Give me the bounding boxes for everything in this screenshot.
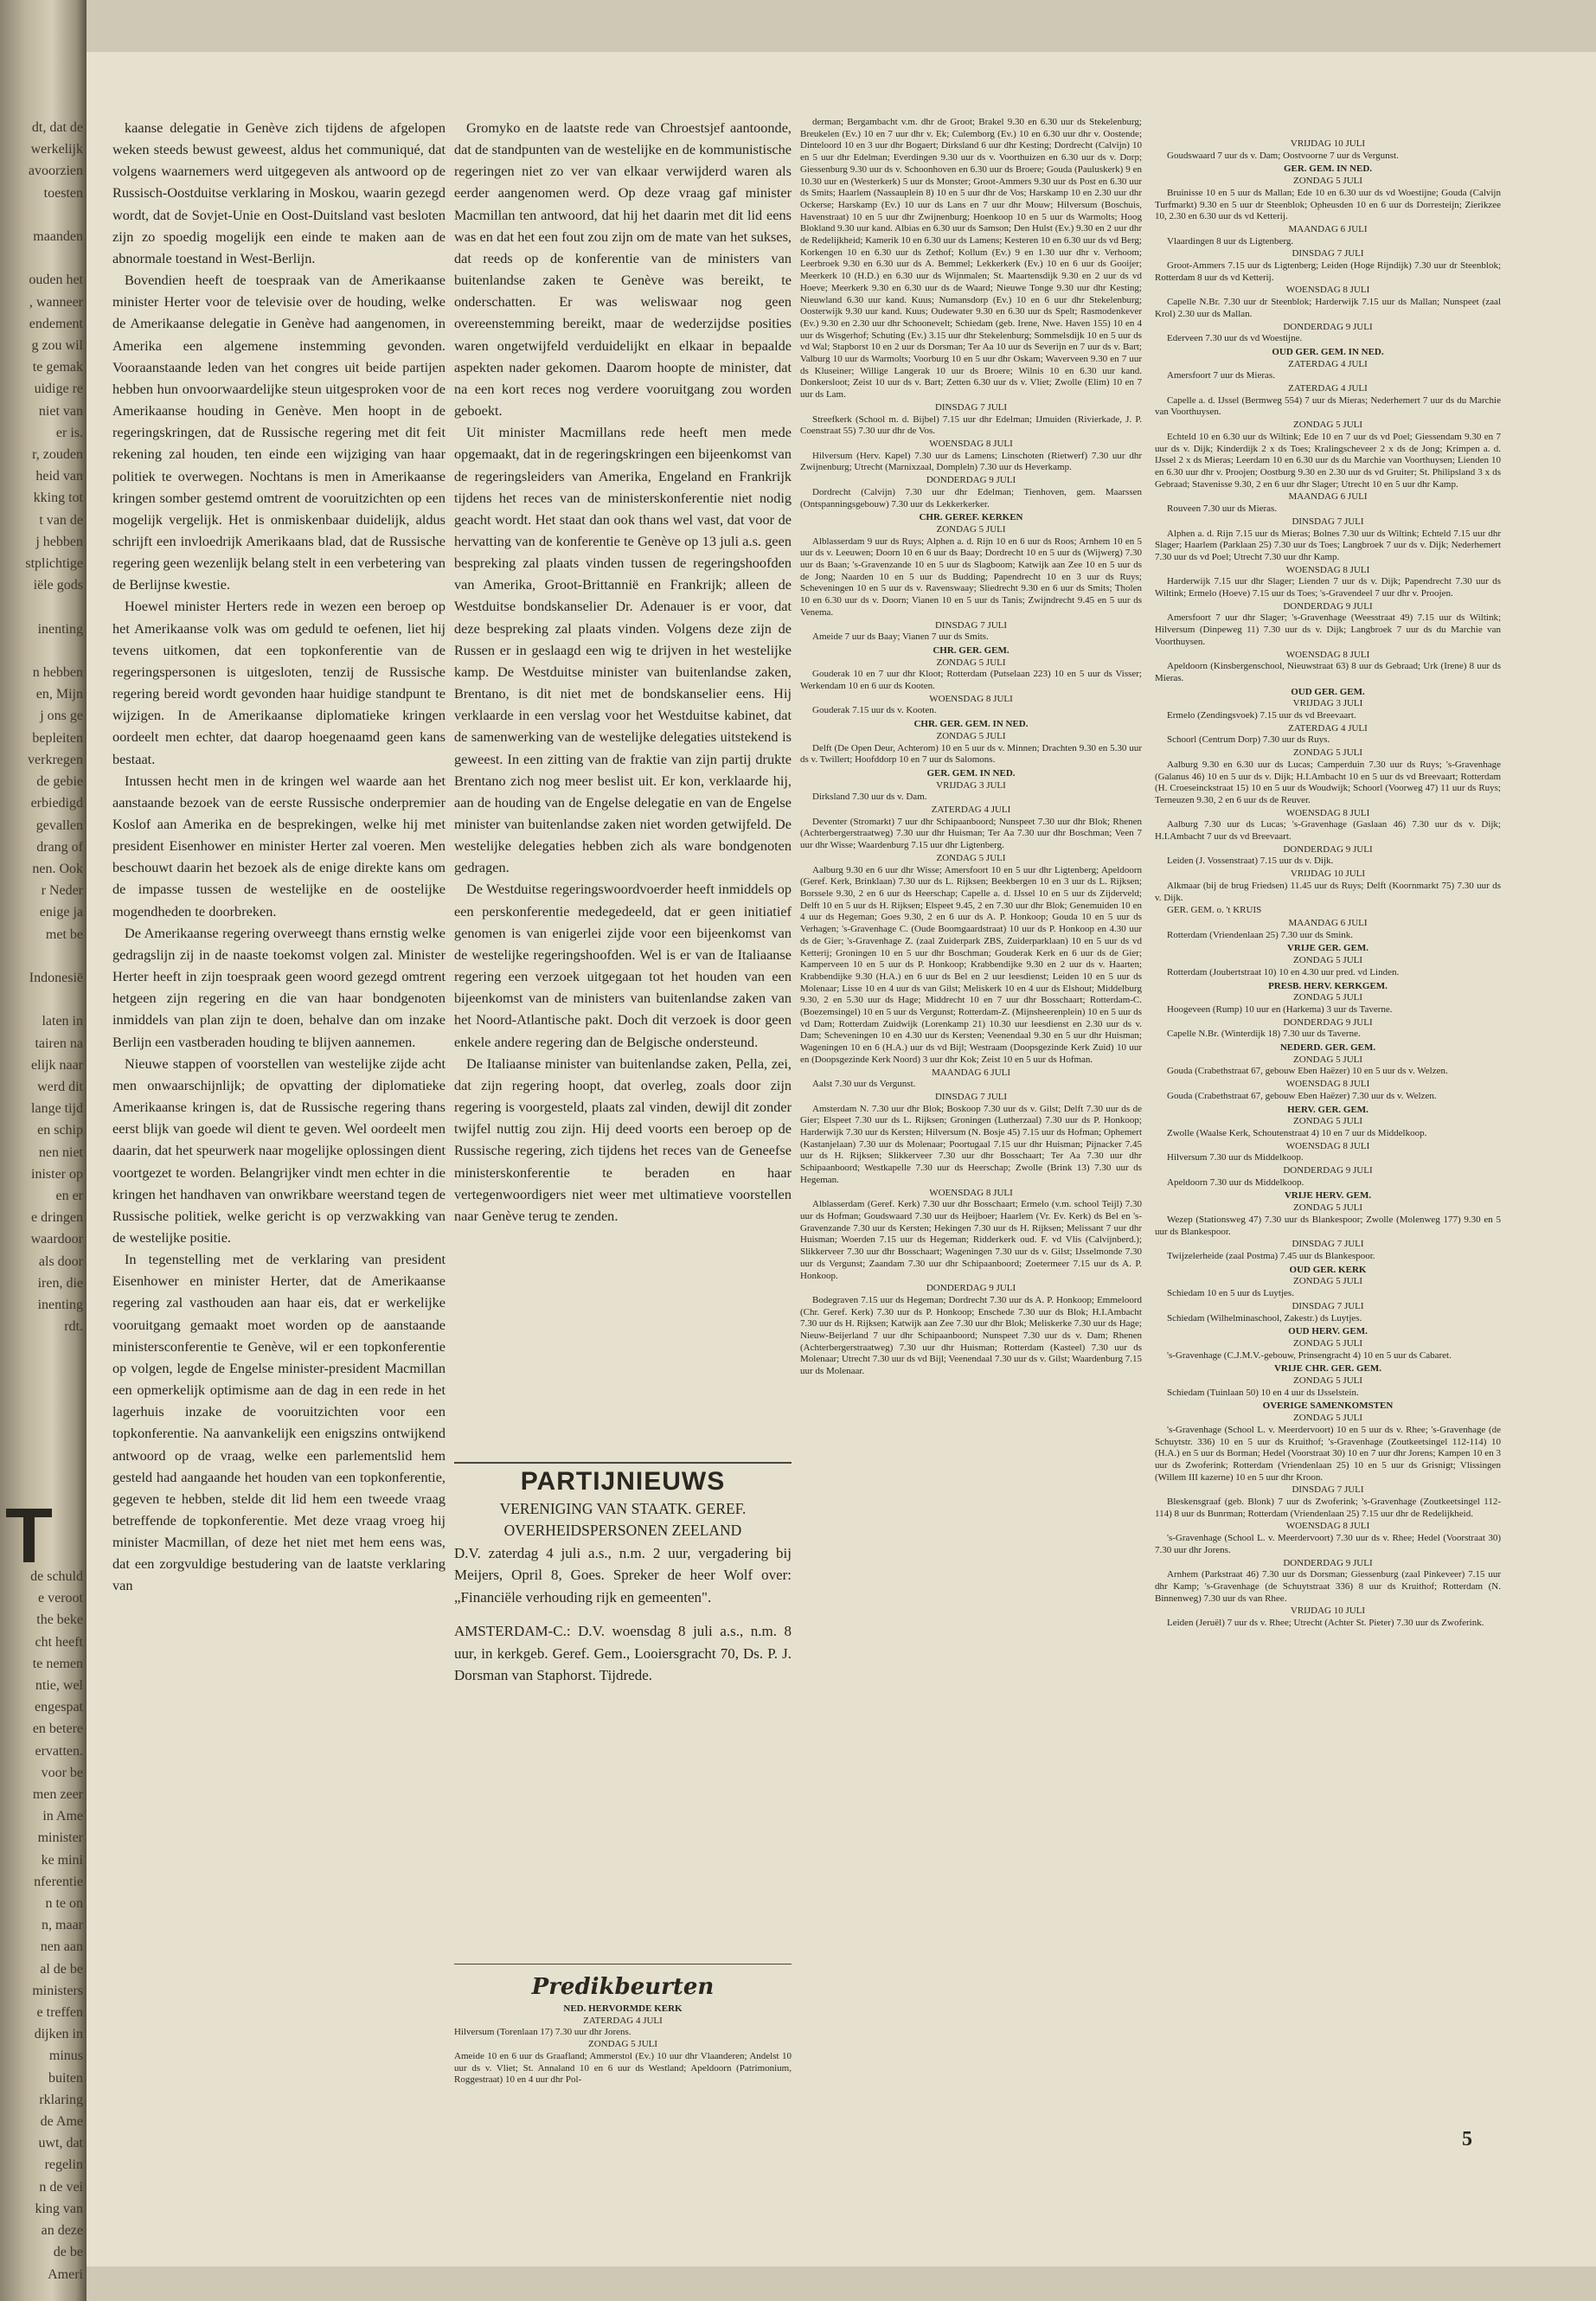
service-listing: 's-Gravenhage (School L. v. Meerdervoort) 7.30 uur ds v. Rhee; Hedel (Voorstraat 30) 7.30 uur dhr Jorens. [1155,1533,1501,1555]
day-heading: ZONDAG 5 JULI [1292,1276,1363,1287]
day-heading: ZONDAG 5 JULI [1292,1116,1363,1127]
church-heading: GER. GEM. IN NED. [926,767,1016,779]
church-heading: OUD GER. KERK [1289,1264,1367,1275]
party-notice: D.V. zaterdag 4 juli a.s., n.m. 2 uur, vergadering bij Meijers, Opril 8, Goes. Spreker de heer Wolf over: „Financiële verhouding rijk en gemeenten". [454,1544,792,1606]
section-divider [454,1462,792,1464]
service-listing: 's-Gravenhage (C.J.M.V.-gebouw, Prinsengracht 4) 10 en 5 uur ds Cabaret. [1167,1349,1452,1361]
day-heading: WOENSDAG 8 JULI [1285,649,1370,660]
day-heading: WOENSDAG 8 JULI [1285,1079,1370,1090]
day-heading: ZONDAG 5 JULI [1292,1054,1363,1065]
day-heading: MAANDAG 6 JULI [1288,223,1368,234]
service-listing: Deventer (Stromarkt) 7 uur dhr Schipaanboord; Nunspeet 7.30 uur dhr Blok; Rhenen (Achterbergerstraatweg) 7.30 uur dhr Huisman; Ter Aa 7.30 uur dhr Boschman; Veen 7 uur dhr Wisse; Waardenburg 7.15 uur dhr Ligtenberg. [800,816,1142,851]
service-listing: Schoorl (Centrum Dorp) 7.30 uur ds Ruys. [1167,734,1330,746]
article-paragraph: De Amerikaanse regering overweegt thans ernstig welke gedragslijn zij in de naaste toekomst volgen zal. Minister Herter heeft in zijn toespraak geen woord gezegd omtrent hetgeen zijn regering en die van haar bondgenoten inmiddels van plan zijn te doen, behalve dan om inzake Berlijn een vastberaden houding te blijven aannemen. [112,924,445,1050]
service-listing: Schiedam (Wilhelminaschool, Zakestr.) ds Luytjes. [1167,1312,1362,1324]
service-listing: Echteld 10 en 6.30 uur ds Wiltink; Ede 10 en 7 uur ds vd Poel; Giessendam 9.30 en 7 uur ds v. Dijk; Kinderdijk 2 x ds Toes; Kralingscheveer 2 x ds de Jong; Krimpen a. d. IJssel 2 x ds Mieras; Leerdam 10 en 6.30 uur ds du Marchie van Voorthuysen; Lienden 10 en 6.30 uur dhr v. Proojen; Oostburg 9.30 en 2.30 uur ds vd Gruiter; St. Philipsland 3 x ds Gebraad; Stavenisse 9.30, 2 en 6 uur dhr Slager; Utrecht 10 en 5 uur dhr Kamp. [1155,431,1501,490]
service-listing: Rotterdam (Vriendenlaan 25) 7.30 uur ds Smink. [1167,929,1354,940]
service-listing: Alblasserdam (Geref. Kerk) 7.30 uur dhr Bosschaart; Ermelo (v.m. school Teijl) 7.30 uur ds Hofman; Goudswaard 7.30 uur ds Heijboer; Haarlem (Vr. Ev. Kerk) ds Bel en 's-Gravenzande 7.30 uur ds Kersten; Hekingen 7.30 uur ds H. Rijksen; Melissant 7 uur dhr Huisman; Woerden 7.15 uur ds Hegeman; Ridderkerk oud. F. vd Vlis (Calvijnberd.); Slikkerveer 7.30 uur dhr Bosschaart; Wageningen 7.30 uur ds v. Gilst; IJsselmonde 7.30 uur ds Vergunst; Zaandam 7.30 uur dhr Schipaanboord; Zoetermeer 7.15 uur ds A. P. Honkoop. [800,1199,1142,1281]
service-listing: Twijzelerheide (zaal Postma) 7.45 uur ds Blankespoor. [1167,1250,1375,1261]
service-listing: Hilversum (Torenlaan 17) 7.30 uur dhr Jorens. [454,2027,631,2038]
day-heading: VRIJDAG 3 JULI [1292,698,1363,709]
day-heading: DINSDAG 7 JULI [934,619,1008,631]
day-heading: WOENSDAG 8 JULI [1285,285,1370,296]
article-paragraph: Gromyko en de laatste rede van Chroestsjef aantoonde, dat de standpunten van de westelijke en de kommunistische regeringen niet zo ver van elkaar verwijderd waren als eerder aangenomen werd. Op deze vraag gaf minister Macmillan ten antwoord, dat hij het daarin met dit lid eens was en dat het een fout zou zijn om de mate van het sukses, dat reeds op de konferentie van de ministers van buitenlandse zaken te Genève was bereikt, te onderschatten. Er was weliswaar nog geen overeenstemming bereikt, maar de wederzijdse posities waren ongetwijfeld verduidelijkt en elkaar in bepaalde aspekten nader gekomen. Daarom hoopte de minister, dat na een kort reces nog verdere vooruitgang zou worden geboekt. [454,119,792,420]
service-listing: Aalburg 9.30 en 6.30 uur ds Lucas; Camperduin 7.30 uur ds Ruys; 's-Gravenhage (Galanus 46) 10 en 5 uur ds v. Dijk; H.I.Ambacht 10 en 5 uur ds vd Breevaart; Rotterdam (H. Croeseinckstraat 15) 10 en 5 uur ds Woudwijk; Schoorl (Voorweg 47) 11 uur ds Ruys; Terneuzen 9.30, 2 en 6 uur ds de Reuver. [1155,759,1501,805]
day-heading: ZONDAG 5 JULI [1292,747,1363,759]
day-heading: DINSDAG 7 JULI [1292,516,1364,527]
day-heading: DONDERDAG 9 JULI [1283,1016,1373,1028]
church-heading: OVERIGE SAMENKOMSTEN [1262,1400,1394,1412]
service-listing: Delft (De Open Deur, Achterom) 10 en 5 uur ds v. Minnen; Drachten 9.30 en 5.30 uur ds v. Twillert; Hoofddorp 10 en 7 uur ds Salomons. [800,742,1142,766]
article-paragraph: In tegenstelling met de verklaring van president Eisenhower en minister Herter, dat de Amerikaanse regering zal vasthouden aan haar eis, dat er werkelijke vooruitgang gemaakt moet worden op de aanstaande ministersconferentie te Genève, wil er een topkonferentie op volgen, legde de Engelse minister-president Macmillan een opmerkelijk optimisme aan de dag in een rede in het lagerhuis inzake de vooruitzichten voor een topkonferentie. Na aanvankelijk een enigszins ontwijkend antwoord op de vraag, welke een parlementslid hem gesteld had aangaande het houden van een topkonferentie, gegeven te hebben, stelde dit lid hem een tweede vraag betreffende de topkonferentie. Met deze vraag vroeg hij minister Macmillan, of deze het niet met hem eens was, dat een zorgvuldige bestudering van de laatste verklaring van [112,1251,445,1594]
church-heading: PRESB. HERV. KERKGEM. [1268,980,1388,991]
day-heading: DINSDAG 7 JULI [1292,1239,1364,1250]
church-heading: VRIJE CHR. GER. GEM. [1273,1363,1382,1375]
church-heading: OUD GER. GEM. IN NED. [1272,346,1384,357]
day-heading: DONDERDAG 9 JULI [926,475,1016,486]
organisation-name: VERENIGING VAN STAATK. GEREF. [499,1499,747,1517]
service-listing: Hilversum 7.30 uur ds Middelkoop. [1167,1152,1304,1163]
article-paragraph: Intussen hecht men in de kringen wel waarde aan het aanstaande bezoek van de eerste Russische onderpremier Koslof aan Amerika en de besprekingen, welke hij met president Eisenhower en minister Herter zal voeren. Men beschouwt daarin het bezoek als de enige direkte kans om de impasse tussen de westelijke en de oostelijke mogendheden te doorbreken. [112,772,445,920]
day-heading: WOENSDAG 8 JULI [1285,564,1370,575]
service-listing: Bodegraven 7.15 uur ds Hegeman; Dordrecht 7.30 uur ds A. P. Honkoop; Emmeloord (Chr. Geref. Kerk) 7.30 uur ds P. Honkoop; Enschede 7.30 uur ds Blok; H.I.Ambacht 7.30 uur ds H. Rijksen; Katwijk aan Zee 7.30 uur dhr Blok; Meliskerke 7.30 uur ds Hage; Nieuw-Beijerland 7 uur dhr Schipaanboord; Nunspeet 7.30 uur ds v. Dam; Rhenen (Achterbergerstraatweg) 7.30 uur dhr Huisman; Rotterdam (Kasteel) 7.30 uur ds Molenaar; Utrecht 7.30 uur ds vd Bijl; Veenendaal 7.30 uur ds v. Gilst; Waardenburg 7.15 uur ds Molenaar. [800,1294,1142,1377]
church-heading: CHR. GER. GEM. [933,644,1010,656]
service-listing: Arnhem (Parkstraat 46) 7.30 uur ds Dorsman; Giessenburg (zaal Pinkeveer) 7.15 uur dhr Kamp; 's-Gravenhage (de Schuytstraat 336) 8 uur ds Kruithof; Rotterdam (N. Binnenweg) 7.30 uur ds van Rhee. [1155,1569,1501,1604]
day-heading: VRIJDAG 10 JULI [1290,868,1366,880]
service-listing: GER. GEM. o. 't KRUIS [1167,905,1262,916]
section-divider [454,1964,792,1965]
service-listing: Apeldoorn 7.30 uur ds Middelkoop. [1167,1176,1304,1188]
service-listing: Alphen a. d. Rijn 7.15 uur ds Mieras; Bolnes 7.30 uur ds Wiltink; Echteld 7.15 uur dhr Slager; Haarlem (Parklaan 25) 7.30 uur ds Toes; Langbroek 7 uur ds v. Dijk; Nederhemert 7.30 uur ds vd Poel; Utrecht 7.30 uur dhr Kamp. [1155,528,1501,562]
service-listing: Zwolle (Waalse Kerk, Schoutenstraat 4) 10 en 7 uur ds Middelkoop. [1167,1127,1427,1138]
service-listing: Gouderak 10 en 7 uur dhr Kloot; Rotterdam (Putselaan 223) 10 en 5 uur ds Visser; Werkendam 10 en 6 uur ds Kooten. [800,669,1142,692]
church-heading: HERV. GER. GEM. [1287,1104,1368,1115]
service-listing: Leiden (Jeruël) 7 uur ds v. Rhee; Utrecht (Achter St. Pieter) 7.30 uur ds Zwoferink. [1167,1618,1484,1629]
day-heading: DONDERDAG 9 JULI [926,1283,1016,1294]
service-listing: Leiden (J. Vossenstraat) 7.15 uur ds v. Dijk. [1167,856,1334,867]
day-heading: DONDERDAG 9 JULI [1283,843,1373,855]
service-listing: Rouveen 7.30 uur ds Mieras. [1167,503,1278,515]
church-heading: VRIJE HERV. GEM. [1284,1190,1372,1202]
day-heading: WOENSDAG 8 JULI [1285,1521,1370,1532]
section-heading: Predikbeurten [531,1974,715,2000]
day-heading: ZONDAG 5 JULI [1292,176,1363,187]
service-listing: Gouda (Crabethstraat 67, gebouw Eben Haëzer) 10 en 5 uur ds v. Welzen. [1167,1066,1448,1077]
article-paragraph: De Italiaanse minister van buitenlandse zaken, Pella, zei, dat zijn regering hoopt, dat overleg, zoals door zijn regering is voorgesteld, plaats zal vinden, dewijl dit zonder twijfel nuttig zou zijn. Hij deed voorts een beroep op de Russische regering, zich tijdens het reces van de Geneefse ministerskonferentie te beraden en haar vertegenwoordigers niet weer met ultimatieve voorstellen naar Genève terug te zenden. [454,1054,792,1224]
day-heading: WOENSDAG 8 JULI [929,1187,1013,1198]
church-heading: CHR. GEREF. KERKEN [919,512,1023,523]
service-listing: Dirksland 7.30 uur ds v. Dam. [812,792,927,803]
service-listing: Hilversum (Herv. Kapel) 7.30 uur ds Lamens; Linschoten (Rietwerf) 7.30 uur dhr Zwijnenburg; Utrecht (Marnixzaal, Dompleln) 7.30 uur ds Heverkamp. [800,450,1142,473]
day-heading: ZONDAG 5 JULI [936,657,1006,668]
day-heading: ZONDAG 5 JULI [1292,1202,1363,1214]
day-heading: ZONDAG 5 JULI [1292,1413,1363,1424]
service-listing: Aalst 7.30 uur ds Vergunst. [812,1079,916,1090]
article-paragraph: Bovendien heeft de toespraak van de Amerikaanse minister Herter voor de televisie over de houding, welke de Amerikaanse delegatie in Genève had aangenomen, in Amerika een algemene instemming gevonden. Vooraanstaande leden van het congres uit beide partijen hebben hun onvoorwaardelijke steun uitgesproken voor de Amerikaanse houding in Genève. Men hoopt in de regeringskringen, dat de Russische regering met dit feit rekening zal houden, ten einde een wijziging van haar politiek te overwegen. Nochtans is men in Amerikaanse kringen somber gestemd omtrent de vooruitzichten op een mogelijk vergelijk. Het is onmiskenbaar duidelijk, aldus schrijft een invloedrijk Amerikaans blad, dat de Russische regering geen wezenlijk belang stelt in een verbetering van de Berlijnse kwestie. [112,272,445,593]
service-listing: Streefkerk (School m. d. Bijbel) 7.15 uur dhr Edelman; IJmuiden (Rivierkade, J. P. Coenstraat 55) 7.30 uur dhr de Vos. [800,413,1142,437]
day-heading: DINSDAG 7 JULI [934,1091,1008,1102]
partijnieuws-section [454,1467,792,1687]
day-heading: WOENSDAG 8 JULI [1285,807,1370,818]
day-heading: WOENSDAG 8 JULI [1285,1140,1370,1151]
service-listing: Wezep (Stationsweg 47) 7.30 uur ds Blankespoor; Zwolle (Molenweg 177) 9.30 en 5 uur ds Blankespoor. [1155,1214,1501,1237]
service-listing: Rotterdam (Joubertstraat 10) 10 en 4.30 uur pred. vd Linden. [1167,966,1400,977]
service-listing: Hoogeveen (Rump) 10 uur en (Harkema) 3 uur ds Taverne. [1167,1003,1393,1015]
day-heading: DONDERDAG 9 JULI [1283,1557,1373,1568]
service-listing: derman; Bergambacht v.m. dhr de Groot; Brakel 9.30 en 6.30 uur ds Stekelenburg; Breukelen (Ev.) 10 en 7 uur dhr v. Ek; Culemborg (Ev.) 10 en 6.30 uur dhr v. Oostende; Dinteloord 10 en 3 uur dhr Bogaert; Dirksland 6 uur dhr Kesting; Dordrecht (Calvijn) 10 en 5 uur dhr Edelman; Everdingen 9.30 uur ds v. Voorthuizen en 6.30 uur ds v. Dorp; Giessenburg 9.30 uur ds v. Schoonhoven en 6.30 uur ds Broere; Gouda (Pauluskerk) 9 en 10.30 uur en (Westerkerk) 5 uur ds Monster; Groot-Ammers 9.30 uur ds Post en 6.30 uur ds Smits; Haarlem (Nassauplein 8) 10 en 5 uur dhr de Vos; Harskamp 10 en 2.30 uur dhr Ockerse; Harskamp (Ev.) 10 uur ds Lans en 7 uur dhr Mouw; Hilversum (Boschuis, Havenstraat) 10 en 5 uur dhr Zwijnenburg; Hoenkoop 10 en 5 uur ds Warmolts; Hoog Blokland 9.30 uur kand. Albias en 6.30 uur ds Samson; Den Hulst (Ev.) 9.30 en 2 uur dhr de Redelijkheid; Kamerik 10 en 6.30 uur ds Lamens; Kesteren 10 en 6.30 uur ds vd Berg; Korkengen 10 en 6.30 uur ds Zethof; Kollum (Ev.) 9 en 1.30 uur dhr v. Verhoom; Leerbroek 9.30 en 6.30 uur ds A. Bemmel; Lekkerkerk (Ev.) 10 en 6 uur ds Gooijer; Meerkerk 10 (H.D.) en 6.30 uur ds Wijnmalen; St. Maartensdijk 9.30 en 2 uur ds vd Hoeve; Meerkerk 9.30 en 6.30 uur ds de Waard; Nieuwe Tonge 9.30 uur dhr Kesting; Nieuwland 6.30 uur kand. Kuus; Numansdorp (Ev.) 10 en 6 uur dhr Stekelenburg; Oosterwijk 9.30 uur kand. Kuus; Oudewater 9.30 en 6.30 uur ds Spelt; Rasmodenkever (Ev.) 9.30 en 2.30 uur dhr Schoonevelt; Schiedam (geb. Irene, Nwe. Haven 155) 10 en 4 uur ds Wisgerhof; Schuting (Ev.) 3.15 uur dhr Stekelenburg; Sommelsdijk 10 en 5 uur ds vd Wal; Stapborst 10 en 2 uur ds Dorsman; Ter Aa 10 uur ds Severijn en 7 uur ds v. Bart; Valburg 10 uur ds Warmolts; Voorburg 10 en 5 uur dhr Oskam; Waverveen 9.30 en 7 uur ds Kluseiner; Willige Langerak 10 uur ds Broere; Wilnis 10 en 6.30 uur kand. Donkersloot; Zeist 10 uur ds v. Bart; Zetten 6.30 uur ds v. Vliet; Zwolle (Elim) 10 en 7 uur ds Lam. [800,117,1142,401]
service-listing: Dordrecht (Calvijn) 7.30 uur dhr Edelman; Tienhoven, gem. Maarssen (Ontspanningsgebouw) 7.30 uur ds Lekkerkerker. [800,486,1142,510]
organisation-name-2: OVERHEIDSPERSONEN ZEELAND [503,1522,742,1539]
article-paragraph: De Westduitse regeringswoordvoerder heeft inmiddels op een perskonferentie medegedeeld, dat er geen initiatief genomen is van enigerlei zijde voor een bijeenkomst van de westelijke regeringshoofden. Wel is er van de Italiaanse regering een verzoek uitgegaan tot het houden van een bijeenkomst van de ministers van buitenlandse zaken van het Noord-Atlantische pakt. Doch dit verzoek is door geen enkele andere regering dan de Belgische ondersteund. [454,881,792,1050]
article-column-1 [112,117,445,2279]
article-paragraph: kaanse delegatie in Genève zich tijdens de afgelopen weken steeds bewust geweest, aldus het communiqué, dat volgens waarnemers werd uitgegeven als antwoord op de Russisch-Oostduitse verklaring in Moskou, waarin gezegd wordt, dat de Sovjet-Unie en Oost-Duitsland vast besloten zijn zo spoedig mogelijk een einde te maken aan de abnormale toestand in West-Berlijn. [112,119,445,266]
party-notice: AMSTERDAM-C.: D.V. woensdag 8 juli a.s., n.m. 8 uur, in kerkgeb. Geref. Gem., Looiersgracht 70, Ds. P. J. Dorsman van Staphorst. Tijdrede. [454,1623,792,1683]
day-heading: VRIJDAG 10 JULI [1290,138,1366,149]
day-heading: ZONDAG 5 JULI [1292,955,1363,966]
church-heading: GER. GEM. IN NED. [1283,163,1373,175]
church-heading: CHR. GER. GEM. IN NED. [913,719,1029,730]
service-listing: Amsterdam N. 7.30 uur dhr Blok; Boskoop 7.30 uur ds v. Gilst; Delft 7.30 uur ds de Gier; Elspeet 7.30 uur ds L. Rijksen; Groningen (Lutherzaal) 7.30 uur ds P. Honkoop; Harderwijk 7.30 uur ds Kersten; Hilversum (N. Bosje 45) 7.15 uur ds Hofman; Ophemert (Kastanjelaan) 7.30 uur ds Molenaar; Poortugaal 7.15 uur dhr Huisman; Pijnacker 7.45 uur ds H. Rijksen; Slikkerveer 7.30 uur dhr Bosschaart; Ter Aa 7.30 uur dhr Schipaanboord; Westkapelle 7.30 uur ds Heerschap; Zwolle (Brink 13) 7.30 uur ds Hegeman. [800,1103,1142,1185]
service-listing: Apeldoorn (Kinsbergenschool, Nieuwstraat 63) 8 uur ds Gebraad; Urk (Irene) 8 uur ds Mieras. [1155,661,1501,683]
service-listing: Aalburg 7.30 uur ds Lucas; 's-Gravenhage (Gaslaan 46) 7.30 uur ds v. Dijk; H.I.Ambacht 7 uur ds vd Breevaart. [1155,819,1501,843]
day-heading: ZONDAG 5 JULI [1292,1337,1363,1349]
service-listing: Ameide 10 en 6 uur ds Graafland; Ammerstol (Ev.) 10 uur dhr Vlaanderen; Andelst 10 uur ds v. Vliet; St. Annaland 10 en 6 uur ds Westland; Apeldoorn (Patrimonium, Roggestraat) 10 en 4 uur dhr Pol- [454,2050,792,2086]
day-heading: VRIJDAG 3 JULI [936,779,1006,791]
day-heading: DINSDAG 7 JULI [1292,1484,1364,1496]
day-heading: ZATERDAG 4 JULI [583,2015,663,2026]
section-heading: PARTIJNIEUWS [520,1467,726,1496]
day-heading: ZONDAG 5 JULI [587,2039,658,2050]
church-heading: NEDERD. GER. GEM. [1279,1042,1376,1054]
service-listing: Bruinisse 10 en 5 uur ds Mallan; Ede 10 en 6.30 uur ds vd Woestijne; Gouda (Calvijn Turfmarkt) 9.30 en 5 uur dr Steenblok; Opheusden 10 en 6 uur ds Dorresteijn; Zierikzee 10, 2.30 en 6.30 uur ds vd Ketterij. [1155,187,1501,222]
service-listing: Gouderak 7.15 uur ds v. Kooten. [812,705,937,716]
day-heading: MAANDAG 6 JULI [1288,491,1368,503]
service-listing: Ameide 7 uur ds Baay; Vianen 7 uur ds Smits. [812,631,989,643]
service-listing: Harderwijk 7.15 uur dhr Slager; Lienden 7 uur ds v. Dijk; Papendrecht 7.30 uur ds Wiltink; Ermelo (Hoeve) 7.15 uur ds Toes; 's-Gravendeel 7 uur dhr v. Proojen. [1155,576,1501,599]
day-heading: ZONDAG 5 JULI [936,730,1006,741]
day-heading: DONDERDAG 9 JULI [1283,321,1373,332]
listing-column-4 [1155,138,1501,2024]
service-listing: Ederveen 7.30 uur ds vd Woestijne. [1167,333,1303,344]
service-listing: Gouda (Crabethstraat 67, gebouw Eben Haëzer) 7.30 uur ds v. Welzen. [1167,1090,1437,1101]
service-listing: Alkmaar (bij de brug Friedsen) 11.45 uur ds Ruys; Delft (Koornmarkt 75) 7.30 uur ds v. Dijk. [1155,880,1501,903]
adjacent-page-text: dt, dat de werkelijk avoorzien toesten maanden ouden het , wanneer endement g zou wil te gemak uidige re niet van er is. r, zouden heid van kking tot t van de j hebben stplichtige iële gods inenting n hebben en, Mijn j ons ge bepleiten verkregen de gebie erbiedigd gevallen drang of nen. Ook r Neder enige ja met be Indonesië laten in tairen na elijk naar werd dit lange tijd en schip nen niet inister op en er e dringen waardoor als door iren, die inenting rdt. [25,120,83,1335]
day-heading: MAANDAG 6 JULI [931,1067,1011,1078]
day-heading: VRIJDAG 10 JULI [1290,1606,1366,1617]
day-heading: ZONDAG 5 JULI [1292,992,1363,1003]
service-listing: Aalburg 9.30 en 6 uur dhr Wisse; Amersfoort 10 en 5 uur dhr Ligtenberg; Apeldoorn (Geref. Kerk, Brinklaan) 7.30 uur ds L. Rijksen; Beekbergen 10 en 3 uur ds L. Rijksen; Borssele 9.30, 2 en 6 uur ds Heerschap; Capelle a. d. IJssel 10 en 5 uur ds Zijderveld; Delft 10 en 5 uur ds H. Rijksen; Elspeet 9.45, 2 en 7.30 uur dhr Blok; Genemuiden 10 en 4 uur ds Hegeman; Goes 9.30, 2 en 6 uur ds A. P. Honkoop; Gouda 10 en 5 uur ds Verhagen; 's-Gravenhage C. (Oude Boomgaardstraat) 10 uur ds P. Honkoop en 4.30 uur ds de Gier; 's-Gravenhage Z. (zaal Zuiderpark ZBS, Zuiderparklaan) 10 en 5 uur ds vd Ketterij; Groningen 10 en 5 uur dhr Boschman; Gouderak Kerk en 6 uur ds de Gier; Kamperveen 10 en 5 uur ds P. Honkoop; Krabbendijke 9.30 en 2 uur ds v. Haarten; Krabbendijke 9.30 (H.A.) en 6 uur ds Bel en 2 uur leesdienst; Leiden 10 en 5 uur ds Molenaar; Lisse 10 en 4 uur ds van Gilst; Meliskerk 10 en 4 uur ds Elshout; Middelburg 9.30, 2 en 5.30 uur ds Hage; Middrecht 10 en 7 uur dhr Bosschaart; Rotterdam-C. (Boezemsingel) 10 en 5 uur ds Vergunst; Rotterdam-Z. (Mijnsheerenplein) 10 en 5 uur ds vd Dam; Rotterdam Zuidwijk (Lorenkamp 21) 10.30 uur leesdienst en 2.30 uur ds v. Dam; Scheveningen 10 en 4.30 uur ds Kersten; Veenendaal 9.30 en 5 uur dhr Huisman; Wageningen 10 en 6 (H.A.) uur ds vd Bijl; Westraam (Doopsgezinde Kerk Zuid) 10 uur en (Doopsgezinde Kerk Noord) 3 uur dhr Kok; Zeist 10 en 5 uur ds Hofman. [800,864,1142,1065]
service-listing: Schiedam 10 en 5 uur ds Luytjes. [1167,1288,1294,1299]
article-paragraph: Uit minister Macmillans rede heeft men mede opgemaakt, dat in de regeringskringen een bijeenkomst van de regeringsleiders van Amerika, Engeland en Frankrijk tijdens het reces van de ministerskonferentie niet nodig geacht wordt. Het staat dan ook thans wel vast, dat voor de hervatting van de konferentie te Genève op 13 juli a.s. geen bespreking zal plaats vinden tussen de regeringshoofden van Amerika, Groot-Brittannië en Frankrijk; alleen de Westduitse bondskanselier Dr. Adenauer is er voor, dat deze bespreking zal plaats vinden. Volgens deze zijn de Russen er in geslaagd een wig te drijven in het westelijke kamp. De Westduitse minister van buitenlandse zaken, Brentano, is dit niet met de bondskanselier eens. Hij verklaarde in een verslag voor het Westduitse kabinet, dat de samenwerking van de westelijke delegaties uitstekend is geweest. In een zitting van de fraktie van zijn partij drukte Brentano zich nog meer beslist uit. Er kon, verklaarde hij, aan de houding van de Engelse delegatie en van de Engelse minister van buitenlandse zaken niet worden getwijfeld. De westelijke delegaties hebben zich als ware bondgenoten gedragen. [454,424,792,876]
day-heading: DINSDAG 7 JULI [1292,1300,1364,1311]
article-column-2 [454,117,792,1466]
service-listing: Capelle a. d. IJssel (Bermweg 554) 7 uur ds Mieras; Nederhemert 7 uur ds du Marchie van Voorthuysen. [1155,394,1501,418]
service-listing: Schiedam (Tuinlaan 50) 10 en 4 uur ds IJsselstein. [1167,1387,1359,1398]
church-heading: OUD HERV. GEM. [1288,1326,1368,1337]
page-number: 5 [1462,2128,1472,2150]
listing-column-3 [800,117,1142,2245]
day-heading: DONDERDAG 9 JULI [1283,600,1373,612]
service-listing: Capelle N.Br. (Winterdijk 18) 7.30 uur ds Taverne. [1167,1029,1361,1040]
day-heading: WOENSDAG 8 JULI [929,438,1013,449]
service-listing: Alblasserdam 9 uur ds Ruys; Alphen a. d. Rijn 10 en 6 uur ds Roos; Arnhem 10 en 5 uur ds v. Leeuwen; Doorn 10 en 6 uur ds Baay; Dordrecht 10 en 5 uur ds (Wijwerg) 7.30 uur ds Baan; 's-Gravenzande 10 en 5 uur ds Slagboom; Katwijk aan Zee 10 en 5 uur ds de Jong; Naarden 10 en 5 uur ds Budding; Papendrecht 10 en 3 uur ds Ruys; Scheveningen 10 en 5 uur ds v. Ravenswaay; Sliedrecht 9.30 en 6 uur ds Smits; Tholen 10 en 6.30 uur ds v. Doorn; Vianen 10 en 5 uur ds Tanis; Zwijndrecht 9.45 en 5 uur ds Venema. [800,535,1142,618]
day-heading: DONDERDAG 9 JULI [1283,1165,1373,1176]
adjacent-page-text-lower: de schuld e veroot the beke cht heeft te nemen ntie, wel engespat en betere ervatten. voor be men zeer in Ame minister ke mini nferentie n te on n, maar nen aan al de be ministers e treffen dijken in minus buiten rklaring de Ame uwt, dat regelin n de vei king van an deze de be Ameri [30,1569,83,2282]
day-heading: MAANDAG 6 JULI [1288,918,1368,928]
service-listing: Amersfoort 7 uur ds Mieras. [1167,370,1275,381]
adjacent-page-edge [0,0,87,2301]
day-heading: ZATERDAG 4 JULI [931,804,1011,816]
service-listing: Amersfoort 7 uur dhr Slager; 's-Gravenhage (Weesstraat 49) 7.15 uur ds Wiltink; Hilversum (Dinpeweg 11) 7.30 uur ds v. Dijk; Langbroek 7 uur ds du Marchie van Voorthuysen. [1155,612,1501,647]
day-heading: ZONDAG 5 JULI [936,523,1006,535]
day-heading: ZATERDAG 4 JULI [1288,358,1368,369]
church-heading: NED. HERVORMDE KERK [563,2003,683,2014]
church-heading: OUD GER. GEM. [1291,686,1365,697]
adjacent-page-large-letter: T [5,1493,53,1580]
service-listing: Groot-Ammers 7.15 uur ds Ligtenberg; Leiden (Hoge Rijndijk) 7.30 uur dr Steenblok; Rotterdam 8 uur ds vd Ketterij. [1155,260,1501,283]
service-listing: Vlaardingen 8 uur ds Ligtenberg. [1167,235,1294,247]
day-heading: DINSDAG 7 JULI [934,401,1008,413]
service-listing: Capelle N.Br. 7.30 uur dr Steenblok; Harderwijk 7.15 uur ds Mallan; Nunspeet (zaal Krol) 2.30 uur ds Mallan. [1155,297,1501,319]
article-paragraph: Hoewel minister Herters rede in wezen een beroep op het Amerikaanse volk was om geduld te oefenen, liet hij tevens uitkomen, dat een topkonferentie van de regeringspersonen is uitgesloten, tenzij de Russische regering bereid wordt gevonden haar huidige standpunt te wijzigen. In de Amerikaanse diplomatieke kringen oordeelt men echter, dat daarop hoegenaamd geen kans bestaat. [112,598,445,767]
day-heading: ZONDAG 5 JULI [1292,420,1363,431]
predikbeurten-section [454,1972,792,2086]
day-heading: WOENSDAG 8 JULI [929,693,1013,704]
day-heading: ZONDAG 5 JULI [1292,1375,1363,1387]
article-paragraph: Nieuwe stappen of voorstellen van westelijke zijde acht men onwaarschijnlijk; de opvatting der diplomatieke Amerikaanse kringen is, dat de Russische regering thans eerst blijk van goede wil dient te geven. Wel oordeelt men daarin, dat het speurwerk naar mogelijke oplossingen dient voortgezet te worden. Belangrijker vindt men echter in die kringen het handhaven van onwrikbare weerstand tegen de Russische politiek, welke gericht is op verzwakking van de westelijke positie. [112,1054,445,1246]
service-listing: 's-Gravenhage (School L. v. Meerdervoort) 10 en 5 uur ds v. Rhee; 's-Gravenhage (de Schuytstr. 336) 10 en 5 uur ds Kruithof; 's-Gravenhage (Zoutkeetsingel 112-114) 10 (H.A.) en 5 uur ds Borman; Hedel (Voorstraat 30) 10 en 7 uur dhr Jorens; Kampen 10 en 3 uur ds Zwoferink; Rotterdam (Vriendenlaan 25) 10 en 5 uur ds Grisnigt; Vlissingen (Willem III kazerne) 10 en 5 uur dhr Kroon. [1155,1424,1501,1483]
day-heading: ZATERDAG 4 JULI [1288,722,1368,734]
day-heading: ZONDAG 5 JULI [936,852,1006,863]
day-heading: DINSDAG 7 JULI [1292,248,1364,260]
day-heading: ZATERDAG 4 JULI [1288,383,1368,394]
church-heading: VRIJE GER. GEM. [1286,943,1369,954]
service-listing: Ermelo (Zendingsvoek) 7.15 uur ds vd Breevaart. [1167,710,1356,721]
service-listing: Goudswaard 7 uur ds v. Dam; Oostvoorne 7 uur ds Vergunst. [1167,150,1399,161]
service-listing: Bleskensgraaf (geb. Blonk) 7 uur ds Zwoferink; 's-Gravenhage (Zoutkeetsingel 112-114) 8 uur ds Bunrman; Rotterdam (Vriendenlaan 25) 7.15 uur dhr de Redelijkheid. [1155,1497,1501,1519]
